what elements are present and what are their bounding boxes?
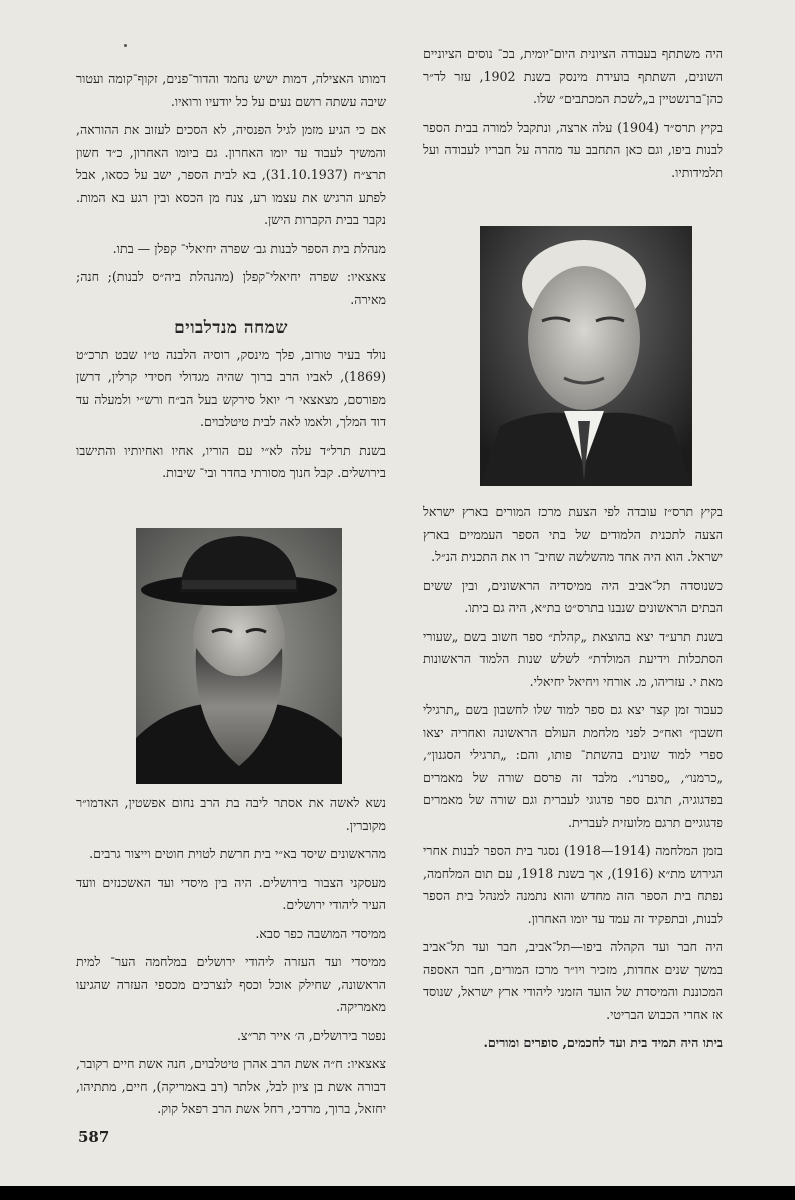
paragraph: נולד בעיר טורוב, פלך מינסק, רוסיה הלבנה ט״ו שבט תרכ״ט (1869), לאביו הרב ברוך שהיה מגדולי חסידי קרלין, דרשן מפורסם, מצאצאי ר׳ יואל סירקש בעל הב״ח ורש״י ולמעלה עד דוד המלך, ולאמו לאה לבית טיטלבוים. [76,346,386,429]
paragraph: דמותו האצילה, דמות ישיש נחמד והדור־פנים, זקוף־קומה ועטור שיבה עשתה רושם נעים על כל יודעיו ורואיו. [76,71,386,109]
paragraph: צאצאיו: ח״ה אשת הרב אהרן טיטלבוים, חנה אשת חיים רקובר, דבורה אשת בן ציון לבל, אלתר (רב באמריקה), חיים, מתתיהו, יחזאל, ברוך, מרדכי, רחל אשת הרב רפאל קוק. [76,1056,386,1116]
paragraph: בשנת תרל״ד עלה לא״י עם הוריו, אחיו ואחיותיו והתישבו בירושלים. קבל חנוך מסורתי בחדר ובי־ שיבות. [76,442,386,480]
biography-heading: שמחה מנדלבוים [174,318,288,338]
page-number: 587 [78,1128,110,1146]
portrait-photo-mandelbaum [136,528,342,784]
left-column-bottom [76,792,386,1127]
left-column-top [76,68,386,491]
paragraph: נפטר בירושלים, ה׳ אייר תר״צ. [236,1027,386,1043]
portrait-photo-yechieli [480,226,692,486]
page-speck [124,44,127,47]
right-column-bottom [423,501,723,1061]
paragraph: היה חבר ועד הקהלה ביפו—תל־אביב, חבר ועד תל־אביב במשך שנים אחדות, מזכיר ויו״ר מרכז המורים, חבר האספה המכוננת והמיסדת של הועד הזמני ליהודי ארץ ישראל, שנוסד אז אחרי הכבוש הבריטי. [423,939,723,1022]
paragraph: אם כי הגיע מזמן לגיל הפנסיה, לא הסכים לעזוב את ההוראה, והמשיך לעבוד עד יומו האחרון. גם ביומו האחרון, כ״ד חשון תרצ״ח (31.10.1937), בא לבית הספר, ישב על כסאו, אבל לפתע הרגיש את עצמו רע, צנח מן הכסא ובין רגע בא המות. נקבר בבית הקברות הישן. [76,122,386,227]
paragraph: מעסקני הצבור בירושלים. היה בין מיסדי ועד האשכנזים וועד העיר ליהודי ירושלים. [76,874,386,912]
paragraph: בקיץ תרס״ד (1904) עלה ארצה, ונתקבל למורה בבית הספר לבנות ביפו, וגם כאן התחבב עד מהרה על חבריו לעבודה ועל תלמידותיו. [423,119,723,180]
paragraph: ממיסדי המושבה כפר סבא. [255,925,386,941]
paragraph: צאצאיו: שפרה יחיאלי־קפלן (מהנהלת ביה״ס לבנות); חנה; מאירה. [76,269,386,307]
paragraph: ממיסדי ועד העזרה ליהודי ירושלים במלחמה הער־ למית הראשונה, שחילק אוכל וכסף לנצרכים מכספי העזרה שהגיעו מאמריקה. [76,954,386,1014]
paragraph: כעבור זמן קצר יצא גם ספר למוד שלו לחשבון בשם „תרגילי חשבון״ ואח״כ לפני מלחמת העולם הראשונה ואחריה יצאו ספרי למוד שונים בהשתת־ פותו, והם: „תרגילי הסגנון״, „כרמנו״, „ספרנו״. מלבד זה פרסם שורה של מאמרים בפדגוגיה, תרגם ספר פדגוגי לעברית וגם שורה של מאמרים פדגוגיים תרגם מלועזית לעברית. [423,702,723,830]
paragraph: נשא לאשה את אסתר ליבה בת הרב נחום אפשטין, האדמו״ר מקוברין. [76,795,386,833]
paragraph: כשנוסדה תל־אביב היה ממיסדיה הראשונים, ובין ששים הבתים הראשונים שנבנו בתרס״ט בת״א, היה גם ביתו. [423,577,723,615]
paragraph: בקיץ תרס״ז עובדה לפי הצעת מרכז המורים בארץ ישראל הצעה לתכנית הלמודים של בתי הספר העממיים בארץ ישראל. הוא היה אחד מהשלשה שחיב־ רו את התכנית הנ״ל. [423,504,723,564]
right-column-top [423,43,723,190]
paragraph: מהראשונים שיסד בא״י בית חרשת לטוית חוטים וייצור גרבים. [89,846,386,861]
paragraph: היה משתתף בעבודה הציונית היום־יומית, בכ־ נוסים הציוניים השונים, השתתף בועידת מינסק בשנת 1902, עזר לד״ר כהן־ברנשטיין ב„לשכת המכתבים״ שלו. [423,46,723,106]
paragraph: בשנת תרע״ד יצא בהוצאת „קהלת״ ספר חשוב בשם „שעורי הסתכלות וידיעת המולדת״ לשלש שנות הלמוד הראשונות מאת י. עזריהו, מ. אורחי ויחיאל יחיאלי. [423,628,723,689]
paragraph: בזמן המלחמה (1914—1918) נסגר בית הספר לבנות אחרי הגירוש מת״א (1916), אך בשנת 1918, עם תום המלחמה, נפתח בית הספר הזה מחדש והוא נתמנה למנהל בית הספר לבנות, ובתפקיד זה עמד עד יומו האחרון. [423,843,723,926]
paragraph: ביתו היה תמיד בית ועד לחכמים, סופרים ומורים. [483,1035,723,1050]
paragraph: מנהלת בית הספר לבנות גב׳ שפרה יחיאלי־ קפלן — בתו. [112,240,386,256]
